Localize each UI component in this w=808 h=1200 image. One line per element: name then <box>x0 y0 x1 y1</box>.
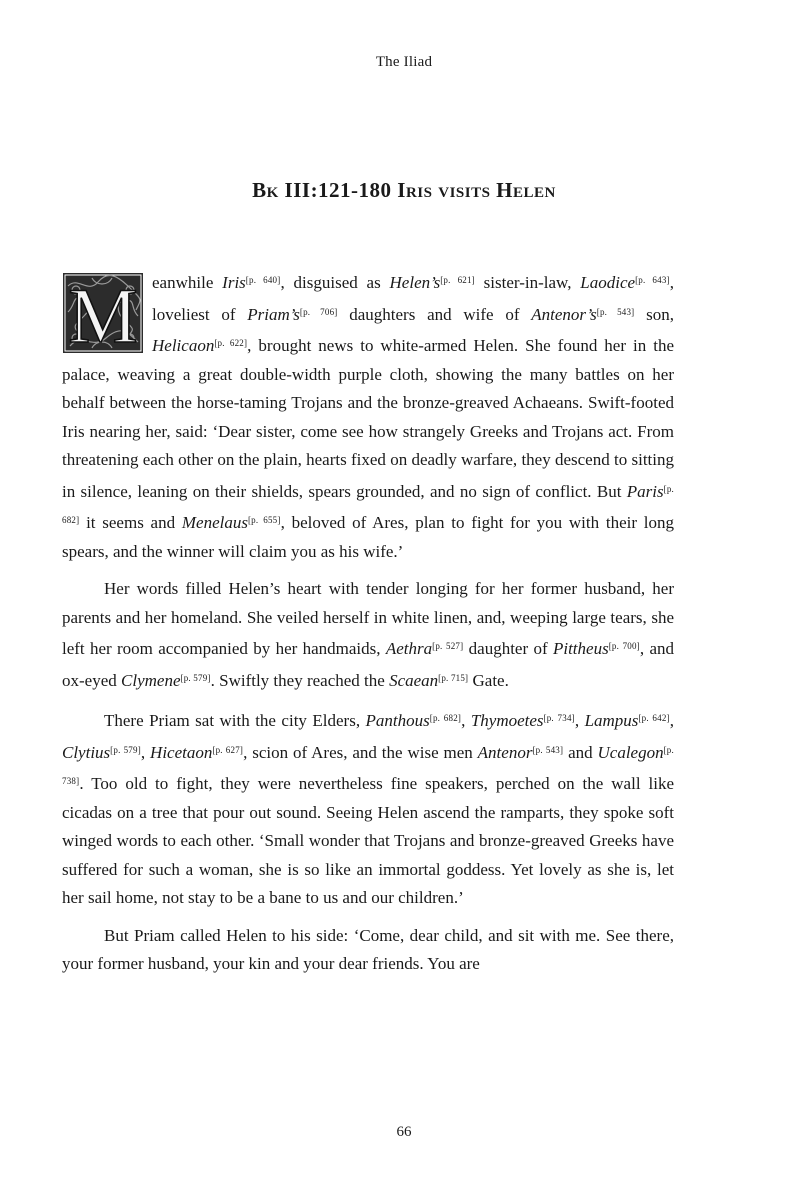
text-segment: . Too old to fight, they were nevertheless fine speakers, perched on the wall like cicadas on a tree that pour out sound. Seeing Helen ascend the ramparts, they spoke soft winged words to each other. ‘Small wonder that Trojans and bronze-greaved Greeks have suffered for such a woman, she is so like an immortal goddess. Yet lovely as she is, let her sail home, not stay to be a bane to us and our children.’ <box>62 774 674 907</box>
text-segment: , <box>669 711 674 730</box>
name-scaean: Scaean <box>389 670 439 690</box>
page-ref: [p. 621] <box>440 275 475 285</box>
name-thymoetes: Thymoetes <box>470 711 544 730</box>
name-clytius: Clytius <box>62 742 111 762</box>
text-segment: it seems and <box>79 513 182 532</box>
paragraph-2 <box>62 575 674 695</box>
paragraph-1 <box>62 266 674 566</box>
text-segment: Her words filled Helen’s heart with tender longing for her former husband, her parents and her homeland. She veiled herself in white linen, and, weeping large tears, she left her room accompanied by her handmaids, <box>62 579 674 658</box>
text-segment: son, <box>634 304 674 324</box>
text-segment: , loveliest of <box>152 273 674 324</box>
page-ref: [p. 642] <box>638 713 670 723</box>
text-segment: , <box>140 742 151 762</box>
text-segment: and <box>563 742 598 762</box>
name-clymene: Clymene <box>121 670 181 690</box>
text-segment: sister-in-law, <box>474 273 581 292</box>
name-helicaon: Helicaon <box>152 336 215 355</box>
name-ucalegon: Ucalegon <box>597 742 664 762</box>
name-helens: Helen’s <box>389 273 441 292</box>
page-ref: [p. 734] <box>543 713 575 723</box>
name-aethra: Aethra <box>385 639 433 658</box>
name-antenors: Antenor’s <box>531 304 597 324</box>
chapter-title: Bk III:121-180 Iris visits Helen <box>252 178 556 202</box>
name-iris: Iris <box>222 273 246 292</box>
page-ref: [p. 738] <box>62 744 674 786</box>
page-ref: [p. 543] <box>596 306 635 317</box>
name-priams: Priam’s <box>247 304 300 324</box>
page-ref: [p. 622] <box>214 338 248 348</box>
page-ref: [p. 579] <box>180 672 211 683</box>
name-panthous: Panthous <box>365 711 430 730</box>
page-ref: [p. 700] <box>608 641 640 651</box>
name-paris: Paris <box>626 481 664 501</box>
running-header: The Iliad <box>375 54 433 70</box>
page-ref: [p. 682] <box>429 713 462 723</box>
text-segment: . Swiftly they reached the <box>210 670 390 690</box>
text-segment: , <box>461 711 471 730</box>
text-segment: daughters and wife of <box>337 304 532 324</box>
page-ref: [p. 543] <box>532 744 564 755</box>
name-menelaus: Menelaus <box>181 513 248 532</box>
name-pittheus: Pittheus <box>552 639 609 658</box>
paragraph-4 <box>62 922 674 979</box>
page-ref: [p. 715] <box>438 672 469 683</box>
page-ref: [p. 627] <box>212 744 244 755</box>
text-segment: , and ox-eyed <box>62 639 675 690</box>
text-segment: , beloved of Ares, plan to fight for you with their long spears, and the winner will claim you as his wife.’ <box>62 513 674 561</box>
text-segment: , brought news to white-armed Helen. She found her in the palace, weaving a great double-width purple cloth, showing the many battles on her behalf between the horse-taming Trojans and the bronze-greaved Achaeans. Swift-footed Iris nearing her, said: ‘Dear sister, come see how strangely Greeks and Trojans act. From threatening each other on the plain, hearts fixed on deadly warfare, they descend to sitting in silence, leaning on their shields, spears grounded, and no sign of conflict. But <box>62 336 674 501</box>
page-ref: [p. 579] <box>110 744 141 755</box>
text-segment: There Priam sat with the city Elders, <box>104 711 366 730</box>
page-ref: [p. 682] <box>62 483 674 525</box>
name-hicetaon: Hicetaon <box>150 742 213 762</box>
page-ref: [p. 655] <box>247 515 281 525</box>
dropcap-letter: M <box>68 272 138 354</box>
text-segment: eanwhile <box>152 273 223 292</box>
text-segment: , scion of Ares, and the wise men <box>243 742 478 762</box>
page-ref: [p. 527] <box>432 641 464 651</box>
page-ref: [p. 706] <box>299 306 338 317</box>
page-ref: [p. 643] <box>635 275 670 285</box>
text-segment: daughter of <box>463 639 553 658</box>
page-ref: [p. 640] <box>245 275 281 285</box>
page-number: 66 <box>396 1124 412 1140</box>
name-lampus: Lampus <box>584 711 639 730</box>
body-text <box>62 266 674 988</box>
text-segment: Gate. <box>468 670 509 690</box>
text-segment: , <box>574 711 585 730</box>
text-segment: But Priam called Helen to his side: ‘Come, dear child, and sit with me. See there, your former husband, your kin and your dear friends. You are <box>62 925 674 973</box>
name-antenor: Antenor <box>477 742 533 762</box>
dropcap-m-ornament <box>62 272 144 354</box>
text-segment: , disguised as <box>280 273 390 292</box>
name-laodice: Laodice <box>580 273 636 292</box>
paragraph-3 <box>62 704 674 913</box>
